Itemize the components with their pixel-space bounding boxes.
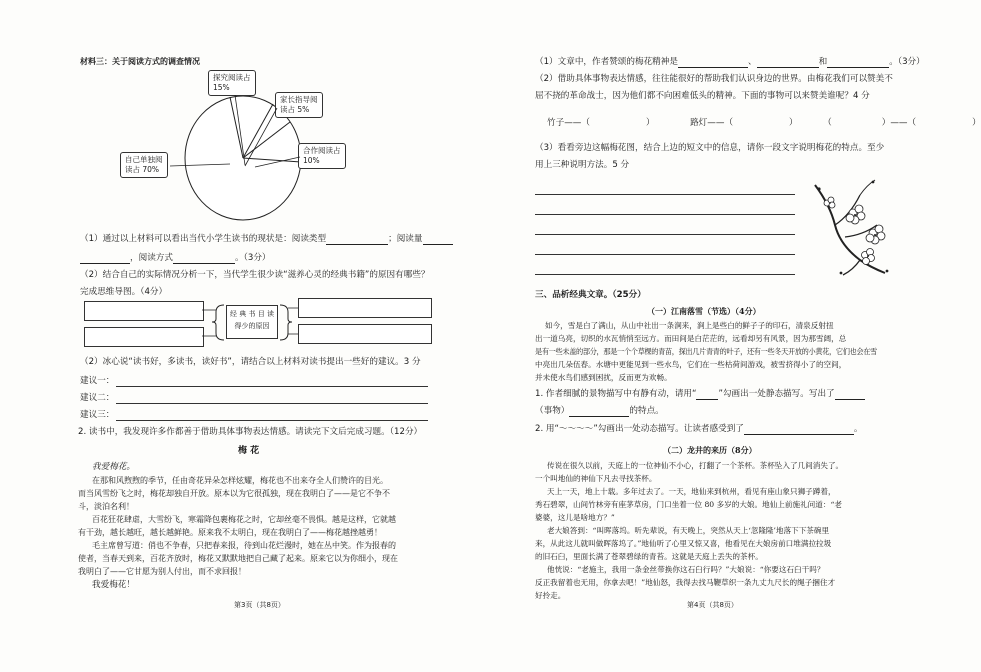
passage-2-l8: 的旧石臼，里面长满了苍翠碧绿的青苔。这就是天庭上丢失的茶杯。 (535, 552, 763, 561)
blank-feature[interactable] (569, 407, 629, 417)
suggestion-1-line[interactable] (116, 386, 428, 387)
poem-p2-l2: 而当风雪纷飞之时，梅花却独自开放。原本以为它很孤独，现在我明白了——是它不争不 (78, 489, 390, 498)
blank-reading-method[interactable] (173, 254, 235, 264)
suggestion-2-label: 建议二： (80, 393, 115, 403)
callout-explore-pct: 15% (213, 83, 230, 92)
item-bamboo: 竹子——（ (547, 118, 590, 128)
poem-p2-l3: 斗，淡泊名利！ (78, 502, 134, 511)
poem-p4-l1: 毛主席曾写道：俏也不争春，只把春来报，待到山花烂漫时，她在丛中笑。作为报春的 (92, 541, 396, 550)
passage-2-l1: 传说在很久以前，天庭上的一位神仙不小心，打翻了一个茶杯。茶杯坠入了几间消失了。 (547, 461, 844, 470)
item-streetlamp-close: ） (789, 118, 798, 128)
passage-1-title: （一）江南落雪（节选）（4分） (647, 306, 761, 316)
suggestion-2-line[interactable] (116, 403, 428, 404)
mindmap-braces (202, 300, 302, 346)
passage-2-title: （二）龙井的来历（8分） (663, 445, 757, 455)
callout-parent-pct: 读占 5% (280, 105, 310, 114)
mindmap-box-left-1[interactable] (84, 301, 204, 321)
poem-p2-l1: 在那和风煦煦的季节，任由奇花异朵怎样炫耀，梅花也不出来夺全人们赞许的目光。 (92, 476, 388, 485)
poem-p4-l2: 使者，当春天到来，百花齐放时，梅花又默默地把自己藏了起来。原来它以为你细小，现在 (78, 554, 398, 563)
passage-1-q1-a: 1. 作者细腻的景物描写中有静有动，请用“ (535, 389, 697, 399)
plum-answer-line-3[interactable] (535, 234, 795, 235)
passage-2-l9: 他恍说：“老施主，我用一条金丝带换你这石臼行吗？”大娘说：“你要这石臼干吗？ (547, 565, 825, 574)
plum-answer-line-5[interactable] (535, 274, 795, 275)
mindmap-box-right-2[interactable] (298, 324, 432, 344)
right-items-row (547, 118, 981, 129)
passage-1-q1-line1 (535, 389, 865, 400)
poem-p1: 我爱梅花。 (92, 462, 135, 472)
poem-p5: 我爱梅花！ (92, 580, 135, 590)
left-page-footer: 第3页（共8页） (234, 601, 285, 609)
item-bamboo-close: ） (645, 118, 655, 128)
material-title: 材料三：关于阅读方式的调查情况 (80, 57, 200, 66)
passage-2-l5: 婆婆，这儿是啥地方？” (535, 513, 615, 522)
passage-2-l3: 天上一天，地上十载。多年过去了。一天，地仙来到杭州，看见有座山象只狮子蹲着， (547, 487, 836, 496)
passage-1-q1-d: 的特点。 (629, 406, 664, 416)
passage-1-l1: 如今，雪是白了满山，从山中社出一条涧来，涧上是些白的鲜子子的印石，清泉反射扭 (545, 321, 834, 330)
mindmap-center-line2: 得少的原因 (234, 322, 270, 330)
poem-title: 梅 花 (238, 446, 260, 456)
left-q1-text-b: ；阅读量 (388, 234, 423, 244)
blank-feeling[interactable] (744, 425, 854, 435)
passage-1-q2-a: 2. 用“～～～～”勾画出一处动态描写。让读者感受到了 (535, 424, 744, 434)
passage-1-l5: 并未使水鸟们感到困扰，反而更为欢畅。 (535, 373, 672, 382)
section-2-heading: 2. 读书中，我发现许多作都善于借助具体事物表达情感。请读完下文后完成习题。（12分） (78, 427, 423, 437)
left-q1-text-c: ，阅读方式 (130, 253, 173, 263)
callout-cooperate (298, 143, 346, 169)
item-custom-mid: ）——（ (881, 118, 917, 128)
underline-sample (696, 390, 718, 400)
callout-self-pct: 读占 70% (125, 165, 160, 174)
mindmap-box-left-2[interactable] (84, 327, 204, 347)
passage-2-l6: 老大娘答到：“叫晖落坞。听先辈说，有天晚上，突然从天上‘忽隆隆’地落下下茶碗里 (547, 526, 830, 535)
left-q1-text-d: 。（3分） (234, 253, 271, 263)
callout-self-label: 自己单独阅 (125, 155, 163, 164)
callout-cooperate-pct: 10% (303, 156, 320, 165)
passage-2-l2: 一个叫地仙的神仙下凡去寻找茶杯。 (535, 474, 657, 483)
blank-spirit-3[interactable] (827, 58, 889, 68)
poem-p4-l3: 我明白了——它甘愿为别人付出，而不求回报！ (78, 567, 246, 576)
passage-2-l4: 秀石碧翠，山间竹林旁有座茅草房，门口坐着一位 80 多岁的大娘。地仙上前施礼问道：“老 (535, 500, 842, 509)
passage-1-q1-c: （事物） (535, 406, 570, 416)
suggestion-3-line[interactable] (116, 420, 428, 421)
callout-self-pointer (170, 160, 230, 172)
right-page (475, 0, 981, 672)
left-page (0, 0, 475, 672)
passage-2-l10: 反正我留着也无用，你拿去吧！”地仙怒，我得去找马鞭草织一条九丈九尺长的绳子捆住才 (535, 578, 836, 587)
right-q2-line1: （2）借助具体事物表达情感，往往能很好的帮助我们认识身边的世界。由梅花我们可以赞美不 (535, 74, 893, 84)
passage-1-q2-b: 。 (853, 424, 863, 434)
plum-blossom-illustration (805, 175, 895, 280)
blank-static-object[interactable] (835, 390, 865, 400)
left-q2-line1: （2）结合自己的实际情况分析一下，当代学生很少读“滋养心灵的经典书籍”的原因有哪些？ (80, 270, 430, 280)
right-page-footer: 第4页（共8页） (687, 601, 738, 609)
callout-explore (208, 70, 256, 96)
callout-cooperate-label: 合作阅读占 (303, 146, 341, 155)
blank-reading-type[interactable] (326, 235, 388, 245)
right-q2-line2: 屈不挠的革命战士，因为他们都不向困难低头的精神。下面的事物可以来赞美谁呢？4 分 (535, 91, 870, 101)
left-q1-line2 (80, 253, 271, 264)
plum-answer-line-4[interactable] (535, 254, 795, 255)
item-custom-open: （ (823, 118, 832, 128)
passage-1-q1-line2 (535, 406, 664, 417)
plum-answer-line-2[interactable] (535, 214, 795, 215)
right-q3-line1: （3）看看旁边这幅梅花图，结合上边的短文中的信息，请你一段文字说明梅花的特点。至少 (535, 143, 885, 153)
poem-p3-l1: 百花狂花肆虐，大雪纷飞，寒霜降包裹梅花之时，它却丝毫不畏惧。越是这样，它就越 (92, 515, 396, 524)
passage-1-l2: 出一道乌亮，切织的水瓦悄悄至远方。而田间是白茫茫的，远看却另有风景，因为那雪阔，总 (535, 334, 847, 343)
left-q1-line1 (80, 234, 453, 245)
callout-explore-label: 探究阅读占 (213, 73, 251, 82)
blank-spirit-1[interactable] (678, 58, 748, 68)
left-q1-text-a: （1）通过以上材料可以看出当代小学生读书的现状是：阅读类型 (80, 234, 327, 244)
passage-1-l4: 中亮出几朵伍春。水塘中更能见到一些水鸟，它们在一些枯荷间游戏，被雪挤得小了的空间， (535, 360, 847, 369)
suggestion-1-label: 建议一： (80, 376, 115, 386)
right-q1-text-a: （1）文章中，作者赞颂的梅花精神是 (535, 57, 678, 67)
blank-reading-amount[interactable] (423, 235, 453, 245)
passage-2-l11: 好拎走。 (535, 591, 566, 600)
mindmap-center-line1: 经 典 书 目 读 (230, 310, 274, 318)
blank-reading-amount-cont[interactable] (80, 254, 130, 264)
item-streetlamp: 路灯——（ (690, 118, 734, 128)
right-q1-text-c: 和 (818, 57, 828, 67)
callout-parent (275, 92, 323, 118)
suggestion-3-label: 建议三： (80, 410, 115, 420)
callout-parent-label: 家长指导阅 (280, 95, 318, 104)
poem-p3-l2: 有干劲，越长越旺，越长越鲜艳。原来我不太明白，现在我明白了——梅花越挫越勇！ (78, 528, 382, 537)
passage-1-q1-b: ”勾画出一处静态描写。写出了 (718, 389, 835, 399)
right-q1-text-d: 。（3分） (889, 57, 925, 67)
passage-1-l3: 是有一些未盖的部分，那是一个个草棵的青苗，探出几片青青的叶子，还有一些冬天开放的小黄花，它们也会在雪 (535, 347, 877, 356)
blank-spirit-2[interactable] (757, 58, 819, 68)
right-q1-text-b: 、 (747, 57, 757, 67)
item-custom-close: ） (972, 118, 981, 128)
right-q3-line2: 用上三种说明方法。5 分 (535, 160, 630, 170)
mindmap-box-right-1[interactable] (298, 298, 432, 318)
plum-answer-line-1[interactable] (535, 194, 795, 195)
left-q2-line2: 完成思维导图。（4分） (80, 287, 168, 297)
right-q1 (535, 57, 925, 68)
left-q3-text: （2）冰心说“读书好，多读书，读好书”，请结合以上材料对读书提出一些好的建议。3 分 (80, 357, 421, 367)
callout-self (120, 152, 168, 178)
passage-2-l7: 来，从此这儿就叫做晖落坞了。”地仙听了心里又惊又喜，他看见在大娘房前口堆满拉拉圾 (535, 539, 832, 548)
section-3-heading: 三、品析经典文章。（25分） (535, 290, 646, 300)
passage-1-q2 (535, 424, 863, 435)
callout-cooperate-pointer (255, 155, 300, 169)
